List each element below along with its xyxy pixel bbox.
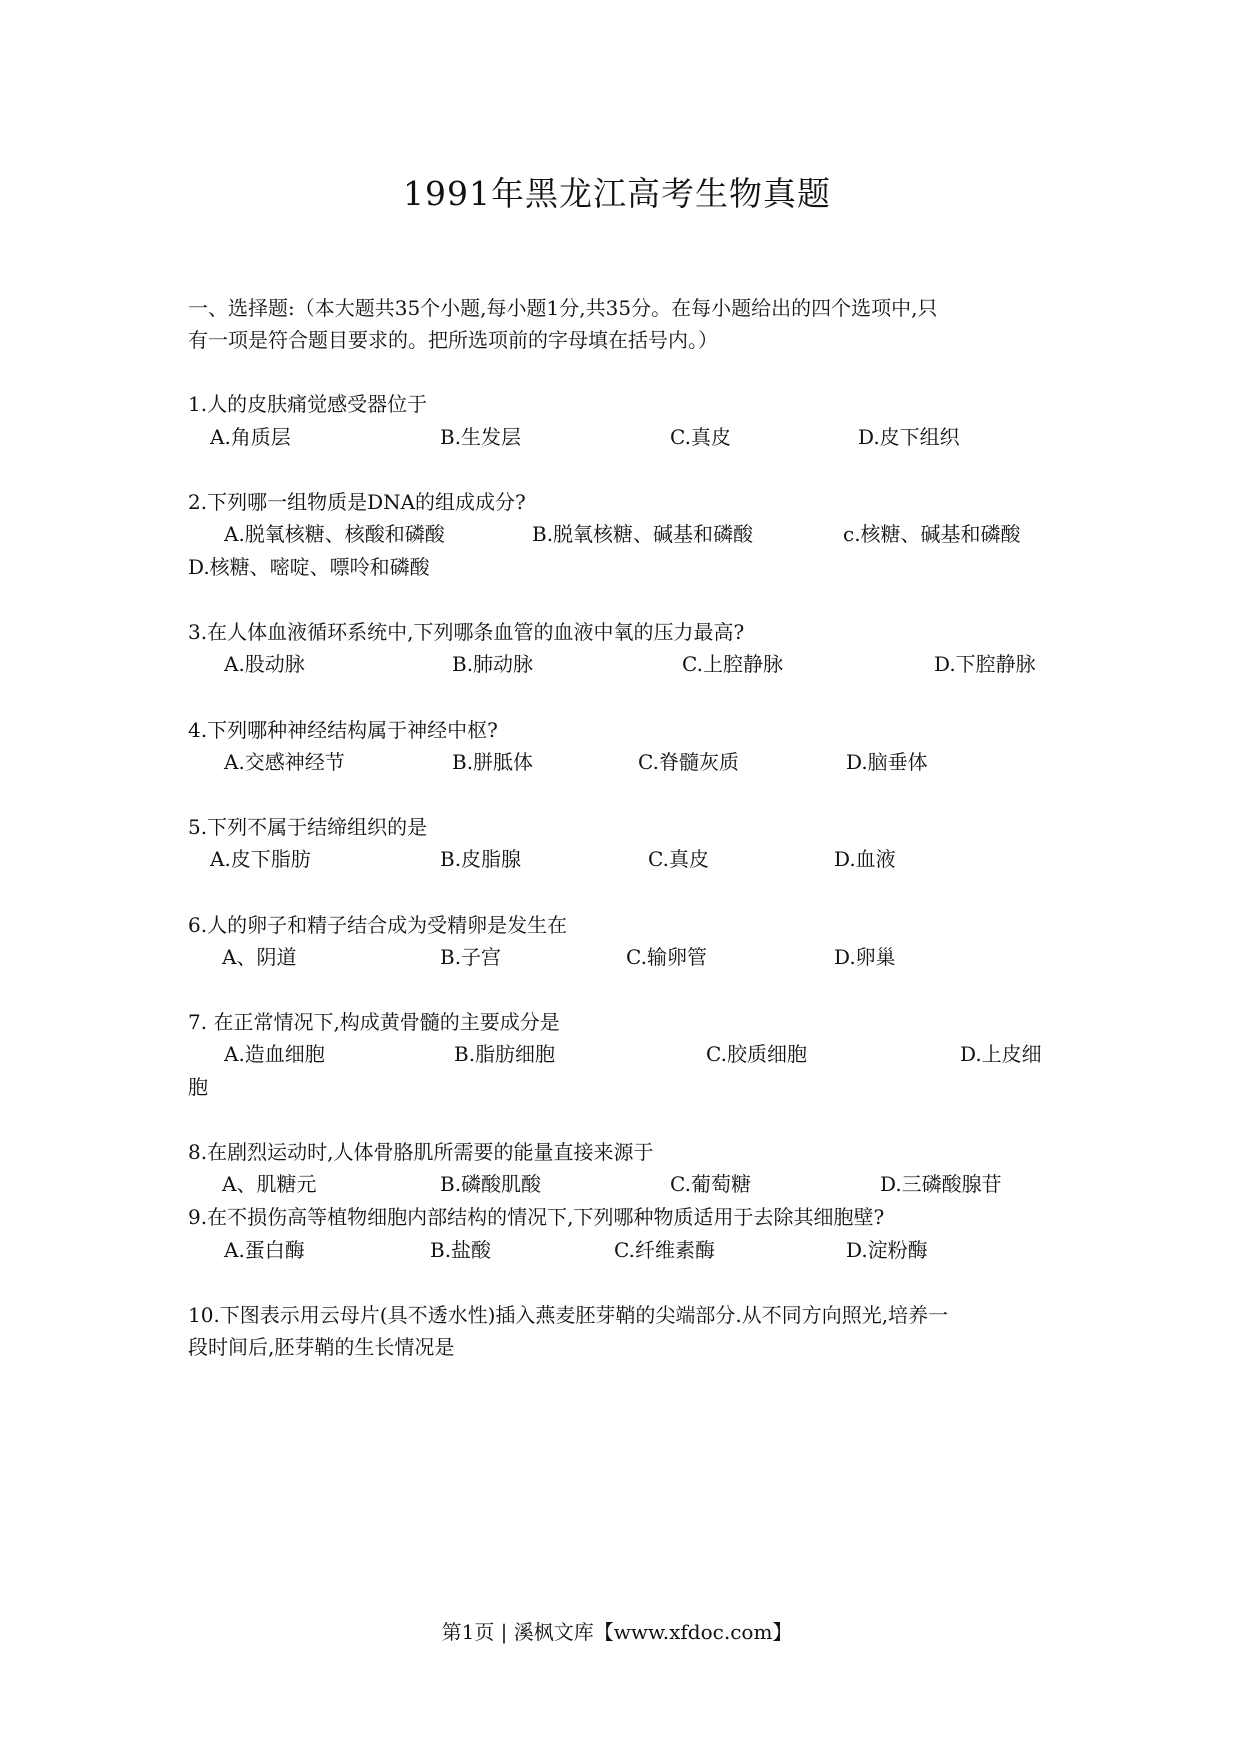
question-2-option-a: A.脱氧核糖、核酸和磷酸 (224, 522, 445, 546)
section-instructions-line-1: 一、选择题:（本大题共35个小题,每小题1分,共35分。在每小题给出的四个选项中,只 (188, 296, 938, 320)
question-4-option-b: B.胼胝体 (452, 750, 534, 774)
question-6-stem: 6.人的卵子和精子结合成为受精卵是发生在 (188, 913, 568, 937)
section-instructions-line-2: 有一项是符合题目要求的。把所选项前的字母填在括号内。） (188, 328, 718, 352)
question-5-stem: 5.下列不属于结缔组织的是 (188, 815, 428, 839)
question-8-option-b: B.磷酸肌酸 (440, 1172, 542, 1196)
question-6-option-b: B.子宫 (440, 945, 502, 969)
question-1-option-b: B.生发层 (440, 425, 522, 449)
question-9-option-a: A.蛋白酶 (224, 1238, 305, 1262)
question-6-option-c: C.输卵管 (626, 945, 707, 969)
question-5-option-b: B.皮脂腺 (440, 847, 522, 871)
question-1-option-a: A.角质层 (210, 425, 291, 449)
question-7-option-b: B.脂肪细胞 (454, 1042, 556, 1066)
document-title: 1991年黑龙江高考生物真题 (403, 174, 831, 213)
question-5-option-d: D.血液 (834, 847, 896, 871)
question-3-stem: 3.在人体血液循环系统中,下列哪条血管的血液中氧的压力最高? (188, 620, 745, 644)
page-footer: 第1页 | 溪枫文库【www.xfdoc.com】 (441, 1620, 793, 1644)
question-4-option-c: C.脊髓灰质 (638, 750, 739, 774)
question-8-option-c: C.葡萄糖 (670, 1172, 751, 1196)
question-9-stem: 9.在不损伤高等植物细胞内部结构的情况下,下列哪种物质适用于去除其细胞壁? (188, 1205, 885, 1229)
question-7-option-a: A.造血细胞 (224, 1042, 325, 1066)
question-10-stem: 10.下图表示用云母片(具不透水性)插入燕麦胚芽鞘的尖端部分.从不同方向照光,培养一 (188, 1303, 949, 1327)
question-9-option-b: B.盐酸 (430, 1238, 492, 1262)
question-2-option-d: D.核糖、嘧啶、嘌呤和磷酸 (188, 555, 430, 579)
question-7-wrap: 胞 (188, 1075, 208, 1099)
question-2-stem: 2.下列哪一组物质是DNA的组成成分? (188, 490, 526, 514)
question-8-stem: 8.在剧烈运动时,人体骨胳肌所需要的能量直接来源于 (188, 1140, 654, 1164)
question-1-option-c: C.真皮 (670, 425, 731, 449)
question-4-stem: 4.下列哪种神经结构属于神经中枢? (188, 718, 498, 742)
question-7-option-c: C.胶质细胞 (706, 1042, 807, 1066)
question-7-option-d: D.上皮细 (960, 1042, 1042, 1066)
question-7-stem: 7. 在正常情况下,构成黄骨髓的主要成分是 (188, 1010, 560, 1034)
question-5-option-c: C.真皮 (648, 847, 709, 871)
question-8-option-d: D.三磷酸腺苷 (880, 1172, 1002, 1196)
question-9-option-d: D.淀粉酶 (846, 1238, 928, 1262)
question-2-option-c: c.核糖、碱基和磷酸 (843, 522, 1021, 546)
question-4-option-d: D.脑垂体 (846, 750, 928, 774)
question-3-option-b: B.肺动脉 (452, 652, 534, 676)
question-3-option-d: D.下腔静脉 (934, 652, 1036, 676)
question-1-stem: 1.人的皮肤痛觉感受器位于 (188, 392, 428, 416)
question-3-option-c: C.上腔静脉 (682, 652, 783, 676)
question-8-option-a: A、肌糖元 (222, 1172, 317, 1196)
question-1-option-d: D.皮下组织 (858, 425, 960, 449)
question-5-option-a: A.皮下脂肪 (210, 847, 311, 871)
question-9-option-c: C.纤维素酶 (614, 1238, 715, 1262)
question-10-wrap: 段时间后,胚芽鞘的生长情况是 (188, 1335, 455, 1359)
question-3-option-a: A.股动脉 (224, 652, 305, 676)
question-4-option-a: A.交感神经节 (224, 750, 345, 774)
question-6-option-d: D.卵巢 (834, 945, 896, 969)
question-6-option-a: A、阴道 (222, 945, 297, 969)
question-2-option-b: B.脱氧核糖、碱基和磷酸 (532, 522, 754, 546)
